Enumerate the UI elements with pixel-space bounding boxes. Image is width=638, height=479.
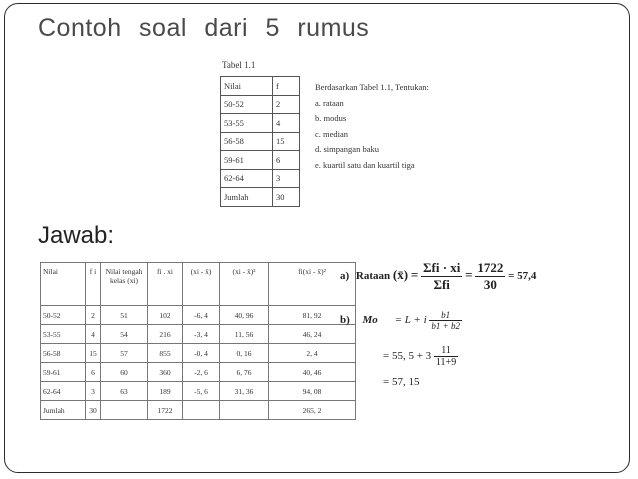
task-item: c. median [315, 128, 349, 139]
mean-formula-numerator: Σfi · xi [423, 260, 461, 275]
table-cell: 1722 [148, 401, 183, 420]
mean-value-denominator: 30 [483, 277, 497, 292]
table-cell: 94, 08 [269, 382, 356, 401]
table-header-cell: fi . xi [148, 263, 183, 306]
table-cell [220, 401, 269, 420]
mode-step-1-denominator: 11+9 [435, 357, 457, 368]
table-row [41, 325, 356, 344]
table-cell: -2, 6 [183, 363, 220, 382]
table-cell: 189 [148, 382, 183, 401]
task-list [315, 80, 429, 174]
task-item: b. modus [315, 113, 347, 124]
table-cell: 53-55 [41, 325, 86, 344]
table-cell: 3 [273, 169, 300, 188]
table-row [221, 169, 300, 188]
answer-a-label: a) [340, 270, 350, 283]
table-cell: 60 [101, 363, 148, 382]
table-cell: 81, 92 [269, 306, 356, 325]
table-cell: 54 [101, 325, 148, 344]
table-row [221, 188, 300, 207]
table-cell: 4 [273, 114, 300, 133]
table-header-row [221, 77, 300, 96]
answer-a-xbar: (x̄) [392, 267, 409, 283]
table-cell: -0, 4 [183, 344, 220, 363]
answer-b-label: b) [340, 314, 350, 327]
mode-step-1-numerator: 11 [434, 345, 458, 357]
table-cell: 30 [273, 188, 300, 207]
answer-heading: Jawab: [38, 222, 115, 249]
mode-step-2: = 57, 15 [383, 376, 420, 388]
table-cell: 57 [101, 344, 148, 363]
frequency-table [220, 76, 300, 207]
table-cell: 51 [101, 306, 148, 325]
table-cell: 855 [148, 344, 183, 363]
task-item: a. rataan [315, 97, 344, 108]
table-row [221, 114, 300, 133]
table-header-cell: (xi - x̄)² [220, 263, 269, 306]
table-cell: 4 [86, 325, 101, 344]
table-cell [101, 401, 148, 420]
table-header-cell: Nilai tengah kelas (xi) [101, 263, 148, 306]
mean-value-numerator: 1722 [477, 260, 504, 275]
table-header-cell: f i [86, 263, 101, 306]
mean-formula-fraction [421, 260, 462, 293]
table-cell: 6 [86, 363, 101, 382]
mode-step-1 [383, 345, 458, 368]
table-cell: 15 [86, 344, 101, 363]
table-cell: 15 [273, 132, 300, 151]
mode-step-1-lead: = 55, 5 + 3 [383, 350, 432, 363]
table-cell: Jumlah [221, 188, 273, 207]
table-row [41, 344, 356, 363]
table-row [221, 151, 300, 170]
table-cell: 6 [273, 151, 300, 170]
task-item: e. kuartil satu dan kuartil tiga [315, 159, 415, 170]
mean-value-fraction [475, 260, 505, 293]
table-header-cell: fi(xi - x̄)² [269, 263, 356, 306]
table-cell: 6, 76 [220, 363, 269, 382]
table-cell: -6, 4 [183, 306, 220, 325]
slide-title: Contoh soal dari 5 rumus [38, 14, 370, 42]
table-row [41, 306, 356, 325]
mode-formula-denominator: b1 + b2 [431, 321, 460, 331]
table-cell: 56-58 [41, 344, 86, 363]
table-cell: 50-52 [41, 306, 86, 325]
table-cell: 30 [86, 401, 101, 420]
table-header-cell: Nilai [221, 77, 273, 96]
answer-a-eq: = [410, 267, 419, 283]
table-cell: 62-64 [41, 382, 86, 401]
table-row [221, 132, 300, 151]
table-cell: 46, 24 [269, 325, 356, 344]
table-cell: 50-52 [221, 95, 273, 114]
table-cell: 265, 2 [269, 401, 356, 420]
task-item: d. simpangan baku [315, 144, 379, 155]
table-cell: 11, 56 [220, 325, 269, 344]
answer-a-word: Rataan [355, 270, 391, 283]
table-cell: 31, 36 [220, 382, 269, 401]
table-row [41, 382, 356, 401]
table-cell: 40, 46 [269, 363, 356, 382]
table-cell: 360 [148, 363, 183, 382]
table-cell: 59-61 [41, 363, 86, 382]
table-header-cell: Nilai [41, 263, 86, 306]
table-cell: 62-64 [221, 169, 273, 188]
table-cell: 53-55 [221, 114, 273, 133]
task-intro: Berdasarkan Tabel 1.1, Tentukan: [315, 82, 429, 92]
table-header-cell: f [273, 77, 300, 96]
table-caption: Tabel 1.1 [222, 60, 256, 70]
table-cell [183, 401, 220, 420]
table-cell: Jumlah [41, 401, 86, 420]
mean-formula-denominator: Σfi [433, 277, 450, 292]
calculation-table [40, 262, 356, 420]
table-cell: 2, 4 [269, 344, 356, 363]
table-cell: 0, 16 [220, 344, 269, 363]
answer-b-mo: Mo [362, 314, 378, 327]
mode-formula-lead: = L + i [394, 314, 427, 327]
table-cell: 40, 96 [220, 306, 269, 325]
answer-b [340, 310, 462, 331]
table-cell: 2 [273, 95, 300, 114]
table-row [41, 363, 356, 382]
table-header-row [41, 263, 356, 306]
table-cell: 59-61 [221, 151, 273, 170]
table-cell: -5, 6 [183, 382, 220, 401]
mean-result: = 57,4 [508, 270, 537, 283]
table-row [41, 401, 356, 420]
table-cell: 102 [148, 306, 183, 325]
mode-formula-fraction [429, 310, 462, 331]
table-header-cell: (xi - x̄) [183, 263, 220, 306]
table-row [221, 95, 300, 114]
mode-step-1-fraction [434, 345, 458, 368]
mode-formula-numerator: b1 [429, 310, 462, 321]
table-cell: 63 [101, 382, 148, 401]
table-cell: -3, 4 [183, 325, 220, 344]
answer-a: a) Rataan (x̄) = $\frac{\text{Σfi · xi}}{\text{Σfi}}$ = $\frac{1722}{30}$ = 57,4 [340, 260, 537, 292]
table-cell: 2 [86, 306, 101, 325]
table-cell: 216 [148, 325, 183, 344]
table-cell: 56-58 [221, 132, 273, 151]
table-cell: 3 [86, 382, 101, 401]
